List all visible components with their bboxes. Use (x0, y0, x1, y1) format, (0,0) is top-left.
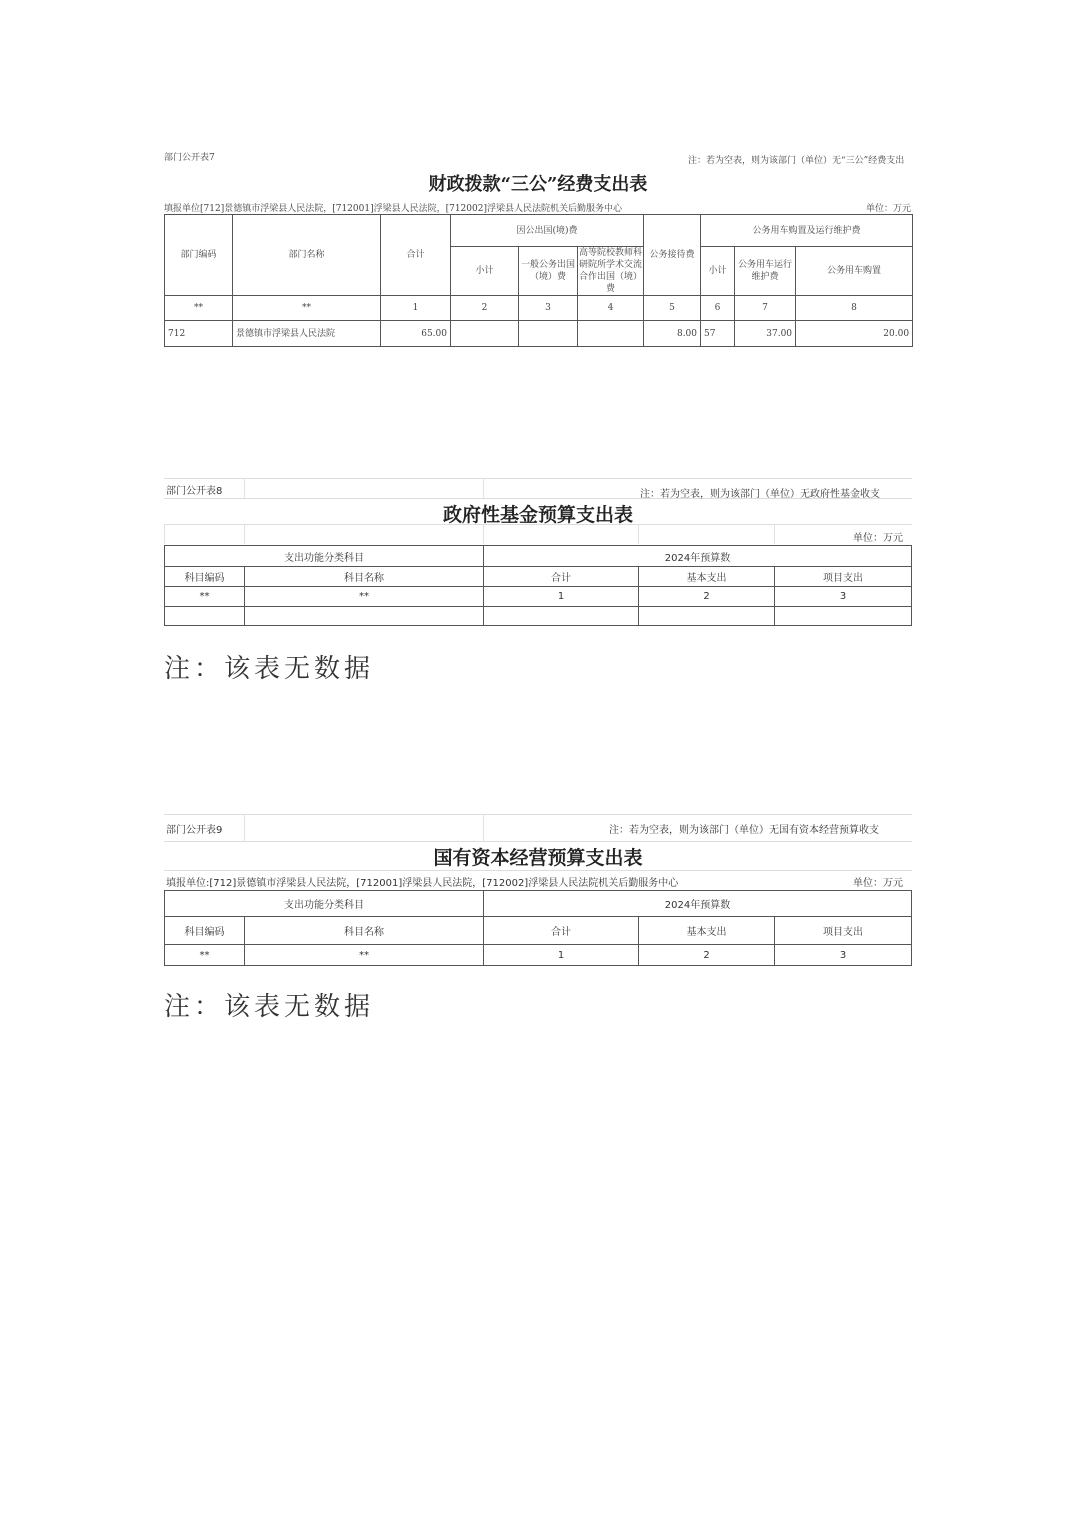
table8-note: 注：若为空表，则为该部门（单位）无政府性基金收支 (640, 489, 880, 500)
data-cell-vehicle-operation: 37.00 (735, 321, 796, 347)
table9 (164, 890, 912, 966)
grid-line (483, 478, 484, 498)
empty-cell (484, 607, 639, 626)
header-abroad-group: 因公出国(境)费 (451, 215, 644, 247)
header-subject-code: 科目编码 (165, 567, 245, 587)
grid-line (164, 814, 912, 815)
header-subject-name: 科目名称 (245, 917, 484, 945)
empty-cell (775, 607, 912, 626)
index-cell: 2 (639, 587, 775, 607)
header-basic-expense: 基本支出 (639, 567, 775, 587)
data-cell-vehicle-subtotal: 57 (701, 321, 735, 347)
index-cell: 1 (484, 587, 639, 607)
table8-no-data-note: 注：该表无数据 (164, 654, 375, 684)
header-vehicle-purchase: 公务用车购置 (796, 247, 913, 296)
index-cell: 5 (644, 296, 701, 321)
index-cell: ** (245, 587, 484, 607)
header-budget-2024: 2024年预算数 (484, 891, 912, 917)
header-basic-expense: 基本支出 (639, 917, 775, 945)
table-row (165, 296, 913, 321)
grid-line (164, 478, 912, 479)
table8-title: 政府性基金预算支出表 (442, 504, 633, 526)
grid-line (638, 524, 639, 544)
table7-code: 部门公开表7 (164, 153, 215, 163)
empty-cell (639, 607, 775, 626)
grid-line (483, 814, 484, 841)
table7-unit: 单位：万元 (866, 204, 912, 214)
data-cell-vehicle-purchase: 20.00 (796, 321, 913, 347)
table9-title: 国有资本经营预算支出表 (433, 847, 643, 869)
index-cell: 2 (451, 296, 519, 321)
header-dept-code: 部门编码 (165, 215, 233, 296)
table9-unit: 单位：万元 (853, 878, 903, 889)
index-cell: 2 (639, 945, 775, 966)
table8-code: 部门公开表8 (166, 486, 223, 497)
index-cell: 7 (735, 296, 796, 321)
header-total: 合计 (484, 917, 639, 945)
header-vehicle-subtotal: 小计 (701, 247, 735, 296)
table7-note: 注：若为空表，则为该部门（单位）无“三公”经费支出 (688, 156, 905, 166)
header-abroad-general: 一般公务出国（境）费 (519, 247, 578, 296)
header-budget-2024: 2024年预算数 (484, 546, 912, 567)
data-cell-abroad-general (519, 321, 578, 347)
index-cell: 1 (484, 945, 639, 966)
grid-line (244, 478, 245, 498)
grid-line (244, 524, 245, 544)
index-cell: 8 (796, 296, 913, 321)
table7-unit-info: 填报单位[712]景德镇市浮梁县人民法院，[712001]浮梁县人民法院，[712002]浮梁县人民法院机关后勤服务中心 (164, 204, 622, 214)
index-cell: ** (245, 945, 484, 966)
grid-line (244, 814, 245, 841)
header-subject-name: 科目名称 (245, 567, 484, 587)
header-total: 合计 (484, 567, 639, 587)
header-reception: 公务接待费 (644, 215, 701, 296)
index-cell: 3 (519, 296, 578, 321)
index-cell: ** (233, 296, 381, 321)
table9-no-data-note: 注：该表无数据 (164, 992, 375, 1022)
index-cell: ** (165, 587, 245, 607)
table8-unit: 单位：万元 (853, 533, 903, 544)
header-project-expense: 项目支出 (775, 917, 912, 945)
empty-cell (245, 607, 484, 626)
table-row (165, 321, 913, 347)
header-vehicle-group: 公务用车购置及运行维护费 (701, 215, 913, 247)
grid-line (774, 524, 775, 544)
header-function-class: 支出功能分类科目 (165, 546, 484, 567)
table-row (165, 607, 912, 626)
table9-note: 注：若为空表，则为该部门（单位）无国有资本经营预算收支 (609, 825, 879, 836)
header-subject-code: 科目编码 (165, 917, 245, 945)
table9-unit-info: 填报单位:[712]景德镇市浮梁县人民法院，[712001]浮梁县人民法院，[712002]浮梁县人民法院机关后勤服务中心 (166, 878, 679, 889)
index-cell: 3 (775, 587, 912, 607)
table-row (165, 945, 912, 966)
index-cell: 1 (381, 296, 451, 321)
header-abroad-subtotal: 小计 (451, 247, 519, 296)
table9-code: 部门公开表9 (166, 825, 223, 836)
index-cell: 4 (578, 296, 644, 321)
header-total: 合计 (381, 215, 451, 296)
table7 (164, 214, 913, 347)
header-project-expense: 项目支出 (775, 567, 912, 587)
header-abroad-academic: 高等院校教师科研院所学术交流合作出国（境）费 (579, 248, 643, 294)
grid-line (164, 841, 912, 842)
index-cell: 3 (775, 945, 912, 966)
table7-title: 财政拨款“三公”经费支出表 (428, 174, 648, 195)
data-cell-reception: 8.00 (644, 321, 701, 347)
data-cell-total: 65.00 (381, 321, 451, 347)
index-cell: ** (165, 945, 245, 966)
data-cell-dept-name: 景德镇市浮梁县人民法院 (233, 321, 381, 347)
header-function-class: 支出功能分类科目 (165, 891, 484, 917)
table-row (165, 587, 912, 607)
data-cell-abroad-academic (578, 321, 644, 347)
grid-line (483, 524, 484, 544)
header-dept-name: 部门名称 (233, 215, 381, 296)
index-cell: ** (165, 296, 233, 321)
table8 (164, 545, 912, 626)
grid-line (164, 870, 912, 871)
empty-cell (165, 607, 245, 626)
data-cell-dept-code: 712 (165, 321, 233, 347)
data-cell-abroad-subtotal (451, 321, 519, 347)
grid-line (164, 524, 165, 544)
header-vehicle-operation: 公务用车运行维护费 (735, 247, 796, 296)
index-cell: 6 (701, 296, 735, 321)
